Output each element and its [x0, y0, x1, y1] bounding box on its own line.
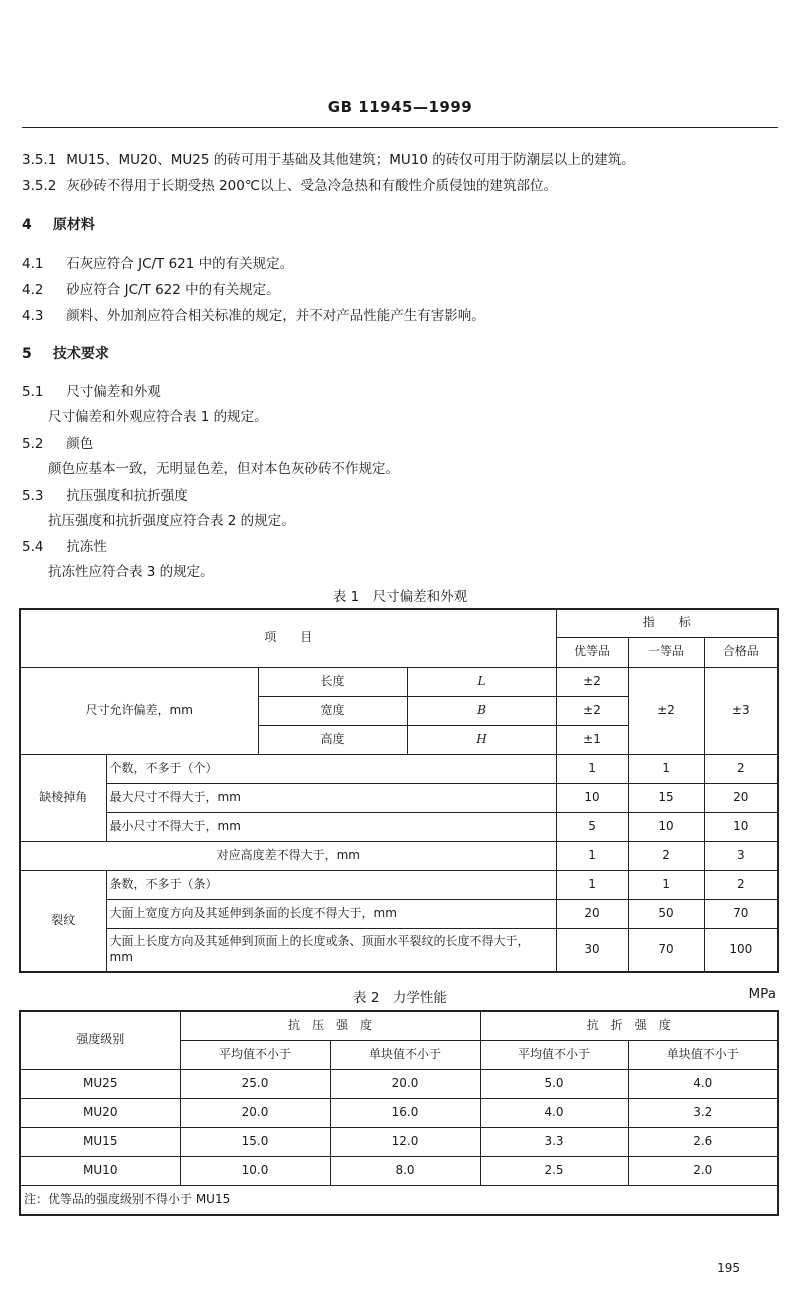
table2-cell: 10.0: [180, 1156, 330, 1185]
clause-title: 抗冻性: [66, 539, 107, 555]
table2-mechanical: [19, 1010, 779, 1216]
clause-4-2: [22, 278, 280, 298]
table1-dim-name: 宽度: [258, 696, 407, 725]
table1-cell: 1: [628, 754, 704, 783]
table1-cell: 1: [556, 841, 628, 870]
table1-corner-group: 缺棱掉角: [20, 754, 106, 841]
table2-cell: 16.0: [330, 1098, 480, 1127]
clause-4-3: [22, 304, 485, 324]
table1-cell: 20: [556, 899, 628, 928]
table1-cell: ±2: [556, 696, 628, 725]
table1-cell: 1: [556, 870, 628, 899]
table2-cell: 4.0: [628, 1069, 778, 1098]
table1-cell: ±3: [704, 667, 778, 754]
section-number: 5: [22, 346, 32, 362]
clause-5-2-title: [22, 432, 93, 452]
table1-cell: 50: [628, 899, 704, 928]
table1-dim-name: 长度: [258, 667, 407, 696]
clause-text: MU15、MU20、MU25 的砖可用于基础及其他建筑；MU10 的砖仅可用于防潮层以上的建筑。: [66, 152, 635, 168]
table2-cell: 8.0: [330, 1156, 480, 1185]
clause-number: 3.5.2: [22, 178, 57, 194]
clause-number: 5.4: [22, 539, 44, 555]
clause-title: 尺寸偏差和外观: [66, 384, 161, 400]
table2-grade: MU25: [20, 1069, 180, 1098]
table2-header-flexural: 抗 折 强 度: [480, 1011, 778, 1040]
section-5-heading: [22, 343, 109, 363]
table2-cell: 2.6: [628, 1127, 778, 1156]
table1-cell: 70: [628, 928, 704, 972]
table2-unit: MPa: [748, 986, 776, 1002]
table2-subheader: 平均值不小于: [480, 1040, 628, 1069]
clause-number: 5.3: [22, 488, 44, 504]
table1-row-label: 大面上宽度方向及其延伸到条面的长度不得大于，mm: [106, 899, 556, 928]
table2-cell: 2.0: [628, 1156, 778, 1185]
clause-5-3-title: [22, 484, 188, 504]
table1-cell: 5: [556, 812, 628, 841]
table1-row-label: 个数，不多于（个）: [106, 754, 556, 783]
table2-cell: 15.0: [180, 1127, 330, 1156]
clause-5-4-title: [22, 535, 107, 555]
table1-cell: 30: [556, 928, 628, 972]
page-number: 195: [717, 1261, 740, 1275]
table2-cell: 3.2: [628, 1098, 778, 1127]
table1-dim-group: 尺寸允许偏差，mm: [20, 667, 258, 754]
clause-5-2-body: 颜色应基本一致，无明显色差，但对本色灰砂砖不作规定。: [48, 461, 399, 477]
table1-row-label: 条数，不多于（条）: [106, 870, 556, 899]
table2-grade: MU20: [20, 1098, 180, 1127]
table1-dim-symbol: L: [407, 667, 556, 696]
table1-dim-symbol: B: [407, 696, 556, 725]
table2-header-grade: 强度级别: [20, 1011, 180, 1069]
table1-cell: 70: [704, 899, 778, 928]
table2-header-compressive: 抗 压 强 度: [180, 1011, 480, 1040]
table2-cell: 12.0: [330, 1127, 480, 1156]
table2-cell: 25.0: [180, 1069, 330, 1098]
table2-grade: MU10: [20, 1156, 180, 1185]
clause-number: 4.1: [22, 256, 44, 272]
clause-number: 3.5.1: [22, 152, 57, 168]
table1-header-grade: 合格品: [704, 637, 778, 667]
clause-number: 4.3: [22, 308, 44, 324]
table1-header-grade: 一等品: [628, 637, 704, 667]
table1-header-grade: 优等品: [556, 637, 628, 667]
table1-cell: 2: [704, 870, 778, 899]
table1-caption: 表 1 尺寸偏差和外观: [332, 589, 468, 605]
table2-cell: 5.0: [480, 1069, 628, 1098]
clause-3-5-2: [22, 174, 557, 194]
table1-cell: 2: [704, 754, 778, 783]
clause-text: 石灰应符合 JC/T 621 中的有关规定。: [66, 256, 294, 272]
table2-cell: 20.0: [330, 1069, 480, 1098]
table1-cell: 3: [704, 841, 778, 870]
clause-3-5-1: [22, 148, 635, 168]
section-title: 技术要求: [52, 346, 109, 362]
clause-number: 5.2: [22, 436, 44, 452]
table1-dim-name: 高度: [258, 725, 407, 754]
table2-subheader: 平均值不小于: [180, 1040, 330, 1069]
table1-crack-group: 裂纹: [20, 870, 106, 972]
clause-title: 颜色: [66, 436, 94, 452]
clause-title: 抗压强度和抗折强度: [66, 488, 188, 504]
table2-cell: 4.0: [480, 1098, 628, 1127]
table1-dim-symbol: H: [407, 725, 556, 754]
clause-text: 砂应符合 JC/T 622 中的有关规定。: [66, 282, 280, 298]
clause-5-1-title: [22, 380, 161, 400]
table2-subheader: 单块值不小于: [628, 1040, 778, 1069]
table2-subheader: 单块值不小于: [330, 1040, 480, 1069]
table1-height-label: 对应高度差不得大于，mm: [20, 841, 556, 870]
table1-cell: 10: [628, 812, 704, 841]
table1-row-label: 最小尺寸不得大于，mm: [106, 812, 556, 841]
standard-code: GB 11945—1999: [327, 98, 473, 116]
clause-4-1: [22, 252, 293, 272]
table1-header-index: 指 标: [556, 609, 778, 637]
table1-cell: 10: [556, 783, 628, 812]
table1-cell: 15: [628, 783, 704, 812]
table1-header-item: 项 目: [20, 609, 556, 667]
clause-text: 颜料、外加剂应符合相关标准的规定，并不对产品性能产生有害影响。: [66, 308, 485, 324]
table1-cell: 10: [704, 812, 778, 841]
clause-text: 灰砂砖不得用于长期受热 200℃以上、受急冷急热和有酸性介质侵蚀的建筑部位。: [66, 178, 558, 194]
table1-cell: 20: [704, 783, 778, 812]
table1-size-appearance: [19, 608, 779, 973]
section-4-heading: [22, 214, 95, 234]
table1-cell: ±2: [628, 667, 704, 754]
table1-cell: 2: [628, 841, 704, 870]
section-number: 4: [22, 217, 32, 233]
table2-cell: 3.3: [480, 1127, 628, 1156]
table1-row-label: 大面上长度方向及其延伸到顶面上的长度或条、顶面水平裂纹的长度不得大于，mm: [106, 928, 556, 972]
table2-grade: MU15: [20, 1127, 180, 1156]
table1-cell: 1: [628, 870, 704, 899]
clause-5-4-body: 抗冻性应符合表 3 的规定。: [48, 564, 214, 580]
clause-number: 5.1: [22, 384, 44, 400]
table1-cell: ±1: [556, 725, 628, 754]
table2-cell: 20.0: [180, 1098, 330, 1127]
clause-number: 4.2: [22, 282, 44, 298]
clause-5-1-body: 尺寸偏差和外观应符合表 1 的规定。: [48, 409, 268, 425]
table1-cell: ±2: [556, 667, 628, 696]
section-title: 原材料: [52, 217, 95, 233]
table1-row-label: 最大尺寸不得大于，mm: [106, 783, 556, 812]
table1-cell: 100: [704, 928, 778, 972]
clause-5-3-body: 抗压强度和抗折强度应符合表 2 的规定。: [48, 513, 295, 529]
table2-note: 注：优等品的强度级别不得小于 MU15: [20, 1185, 778, 1215]
table2-caption: 表 2 力学性能: [353, 990, 447, 1006]
header-rule: [22, 127, 778, 128]
table2-cell: 2.5: [480, 1156, 628, 1185]
table1-cell: 1: [556, 754, 628, 783]
